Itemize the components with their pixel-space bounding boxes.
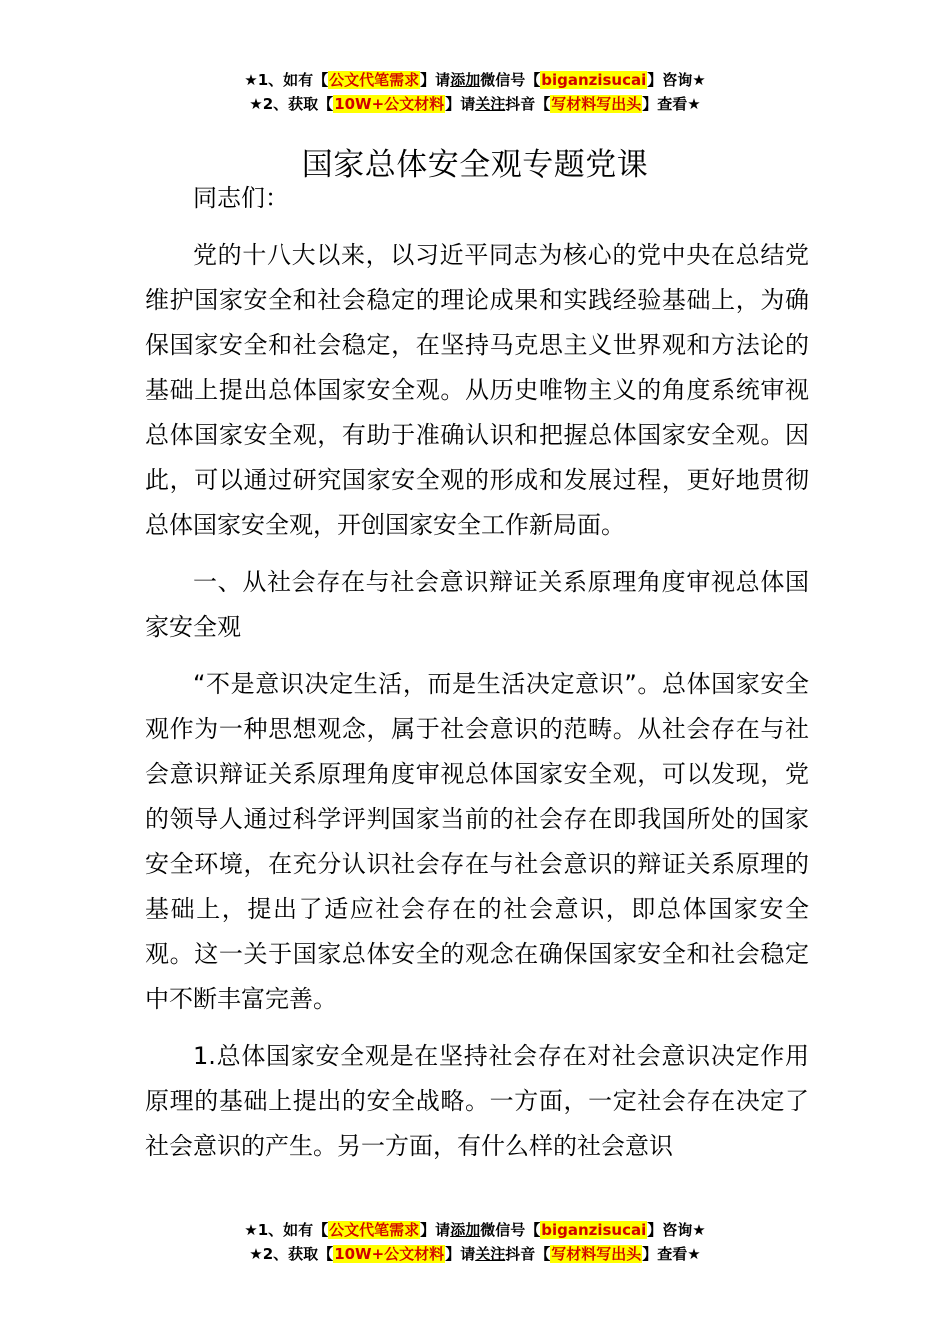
highlight-wechat-id: biganzisucai [541,71,647,89]
document-title: 国家总体安全观专题党课 [301,146,649,183]
banner-line-1: ★1、如有【公文代笔需求】请添加微信号【biganzisucai】咨询★ [244,71,706,89]
paragraph-intro: 党的十八大以来，以习近平同志为核心的党中央在总结党维护国家安全和社会稳定的理论成果和实践经验基础上，为确保国家安全和社会稳定，在坚持马克思主义世界观和方法论的基础上提出总体国家安全观。从历史唯物主义的角度系统审视总体国家安全观，有助于准确认识和把握总体国家安全观。因此，可以通过研究国家安全观的形成和发展过程，更好地贯彻总体国家安全观，开创国家安全工作新局面。 [145,241,809,539]
highlight-materials: 10W+公文材料 [334,1245,445,1263]
banner-line-2: ★2、获取【10W+公文材料】请关注抖音【写材料写出头】查看★ [249,95,701,113]
document-body [145,176,809,1181]
highlight-service: 公文代笔需求 [329,71,420,89]
header-banner [0,68,950,116]
greeting: 同志们： [193,184,289,212]
highlight-douyin: 写材料写出头 [551,1245,642,1263]
highlight-materials: 10W+公文材料 [334,95,445,113]
banner-line-1: ★1、如有【公文代笔需求】请添加微信号【biganzisucai】咨询★ [244,1221,706,1239]
highlight-wechat-id: biganzisucai [541,1221,647,1239]
paragraph-point-1: 1.总体国家安全观是在坚持社会存在对社会意识决定作用原理的基础上提出的安全战略。一方面，一定社会存在决定了社会意识的产生。另一方面，有什么样的社会意识 [145,1042,809,1160]
banner-line-2: ★2、获取【10W+公文材料】请关注抖音【写材料写出头】查看★ [249,1245,701,1263]
highlight-douyin: 写材料写出头 [551,95,642,113]
highlight-service: 公文代笔需求 [329,1221,420,1239]
footer-banner [0,1218,950,1266]
section-heading-1: 一、从社会存在与社会意识辩证关系原理角度审视总体国家安全观 [145,568,809,641]
paragraph-section-1: “不是意识决定生活，而是生活决定意识”。总体国家安全观作为一种思想观念，属于社会意识的范畴。从社会存在与社会意识辩证关系原理角度审视总体国家安全观，可以发现，党的领导人通过科学评判国家当前的社会存在即我国所处的国家安全环境，在充分认识社会存在与社会意识的辩证关系原理的基础上，提出了适应社会存在的社会意识，即总体国家安全观。这一关于国家总体安全的观念在确保国家安全和社会稳定中不断丰富完善。 [145,670,809,1013]
